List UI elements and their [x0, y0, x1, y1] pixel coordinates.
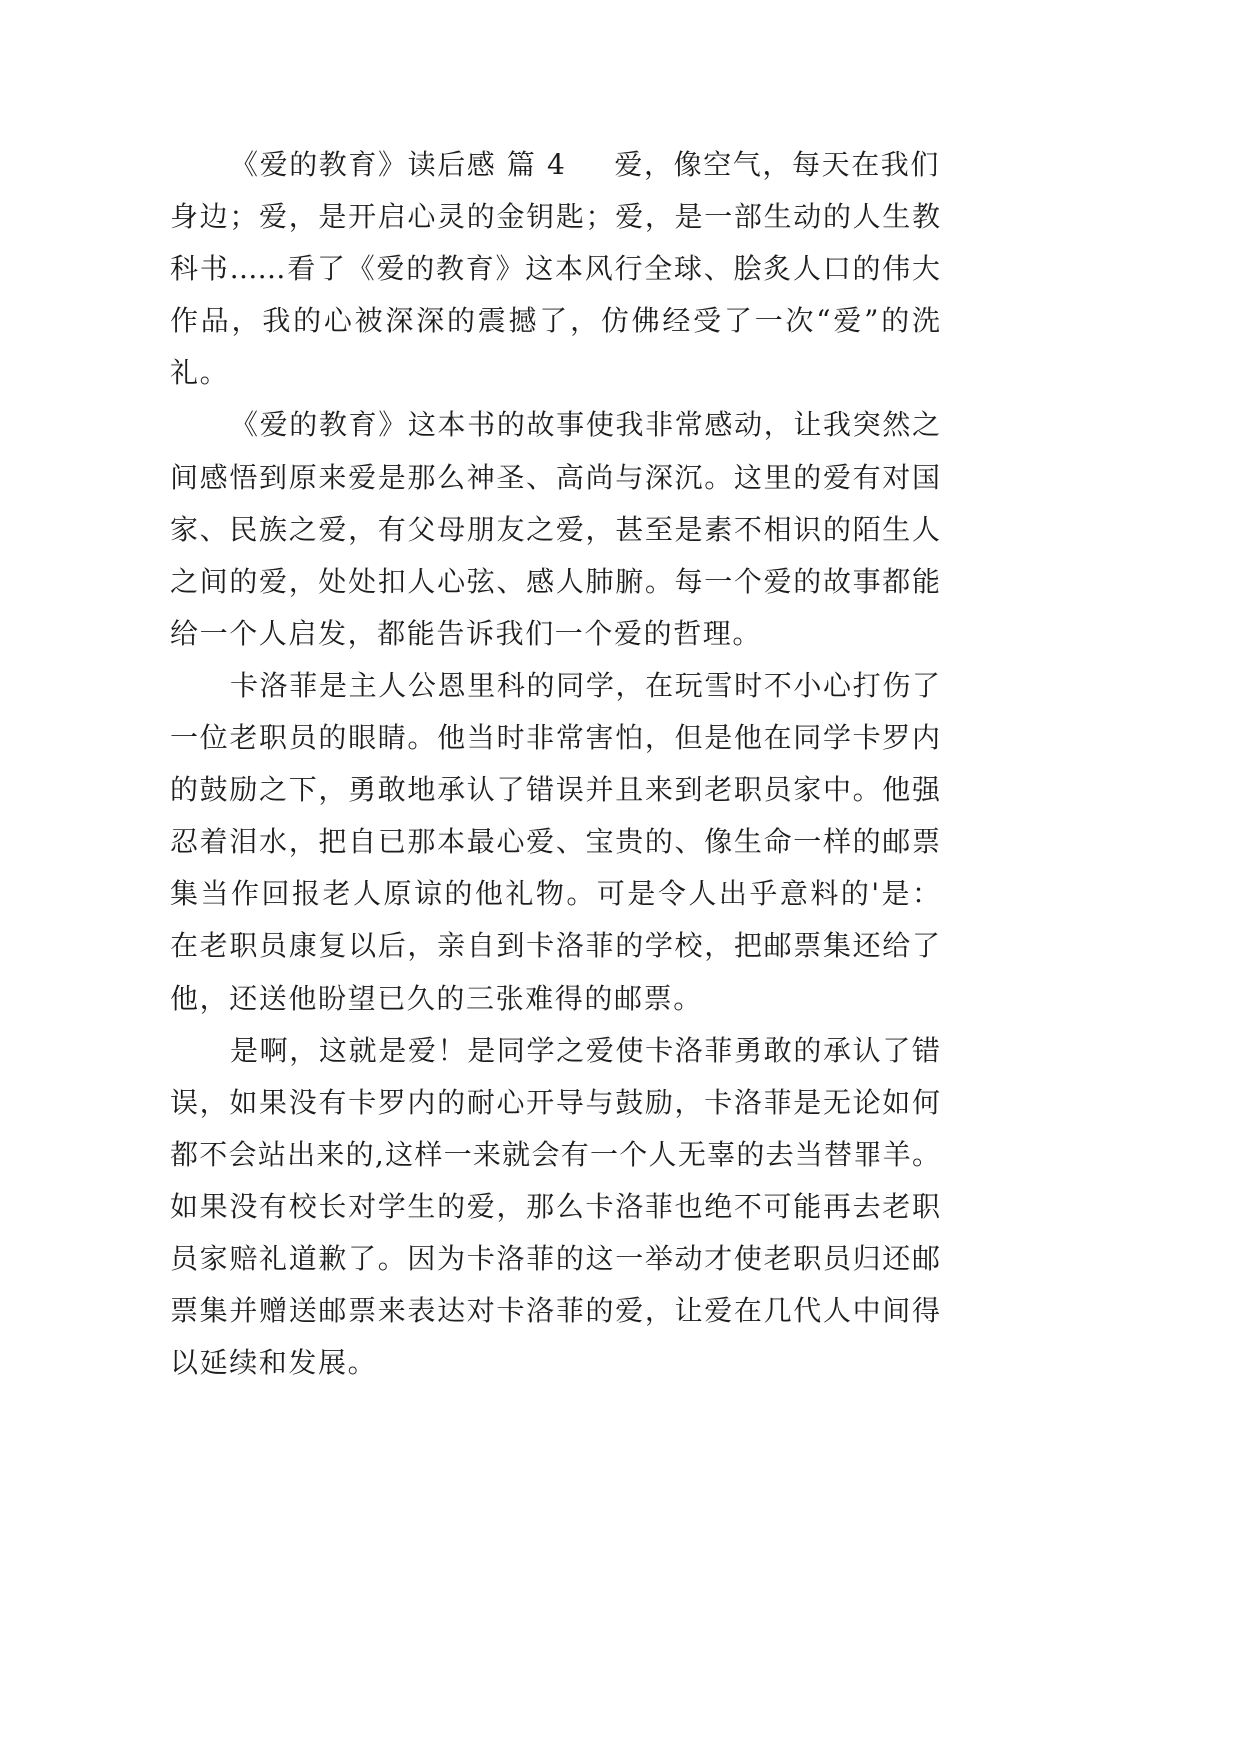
text-line: 以延续和发展。 — [170, 1346, 378, 1380]
paragraph — [170, 139, 940, 399]
document-body — [170, 139, 940, 1389]
text-line: 卡洛菲是主人公恩里科的同学，在玩雪时不小心打伤了 — [230, 668, 940, 702]
text-line: 误，如果没有卡罗内的耐心开导与鼓励，卡洛菲是无论如何 — [170, 1085, 940, 1119]
text-line: 他，还送他盼望已久的三张难得的邮票。 — [170, 981, 703, 1015]
text-line: 忍着泪水，把自已那本最心爱、宝贵的、像生命一样的邮票 — [170, 825, 940, 859]
text-line: 《爱的教育》这本书的故事使我非常感动，让我突然之 — [230, 408, 940, 442]
text-line: 之间的爱，处处扣人心弦、感人肺腑。每一个爱的故事都能 — [170, 564, 940, 598]
text-line: 家、民族之爱，有父母朋友之爱，甚至是素不相识的陌生人 — [170, 512, 940, 546]
text-line: 间感悟到原来爱是那么神圣、高尚与深沉。这里的爱有对国 — [170, 460, 940, 494]
text-line: 员家赔礼道歉了。因为卡洛菲的这一举动才使老职员归还邮 — [170, 1241, 940, 1275]
text-line: 一位老职员的眼睛。他当时非常害怕，但是他在同学卡罗内 — [170, 721, 940, 755]
document-title: 《爱的教育》读后感 篇 4 — [230, 148, 567, 181]
text-line: 的鼓励之下，勇敢地承认了错误并且来到老职员家中。他强 — [170, 773, 940, 807]
text-line: 集当作回报老人原谅的他礼物。可是令人出乎意料的'是： — [170, 877, 940, 911]
paragraph — [170, 1025, 940, 1390]
text-line: 作品，我的心被深深的震撼了，仿佛经受了一次“爱”的洗 — [170, 304, 940, 338]
text-line: 都不会站出来的,这样一来就会有一个人无辜的去当替罪羊。 — [170, 1137, 940, 1171]
text-line: 给一个人启发，都能告诉我们一个爱的哲理。 — [170, 616, 763, 650]
text-line: 如果没有校长对学生的爱，那么卡洛菲也绝不可能再去老职 — [170, 1189, 940, 1223]
paragraph — [170, 399, 940, 659]
text-line: 在老职员康复以后，亲自到卡洛菲的学校，把邮票集还给了 — [170, 929, 940, 963]
text-line: 是啊，这就是爱！是同学之爱使卡洛菲勇敢的承认了错 — [230, 1033, 940, 1067]
text-line: 身边；爱，是开启心灵的金钥匙；爱，是一部生动的人生教 — [170, 200, 940, 234]
title-line — [170, 139, 940, 191]
text-line: 礼。 — [170, 356, 230, 390]
text-line: 科书……看了《爱的教育》这本风行全球、脍炙人口的伟大 — [170, 252, 940, 286]
text-segment: 爱，像空气，每天在我们 — [614, 148, 940, 181]
paragraph — [170, 660, 940, 1025]
text-line: 票集并赠送邮票来表达对卡洛菲的爱，让爱在几代人中间得 — [170, 1294, 940, 1328]
